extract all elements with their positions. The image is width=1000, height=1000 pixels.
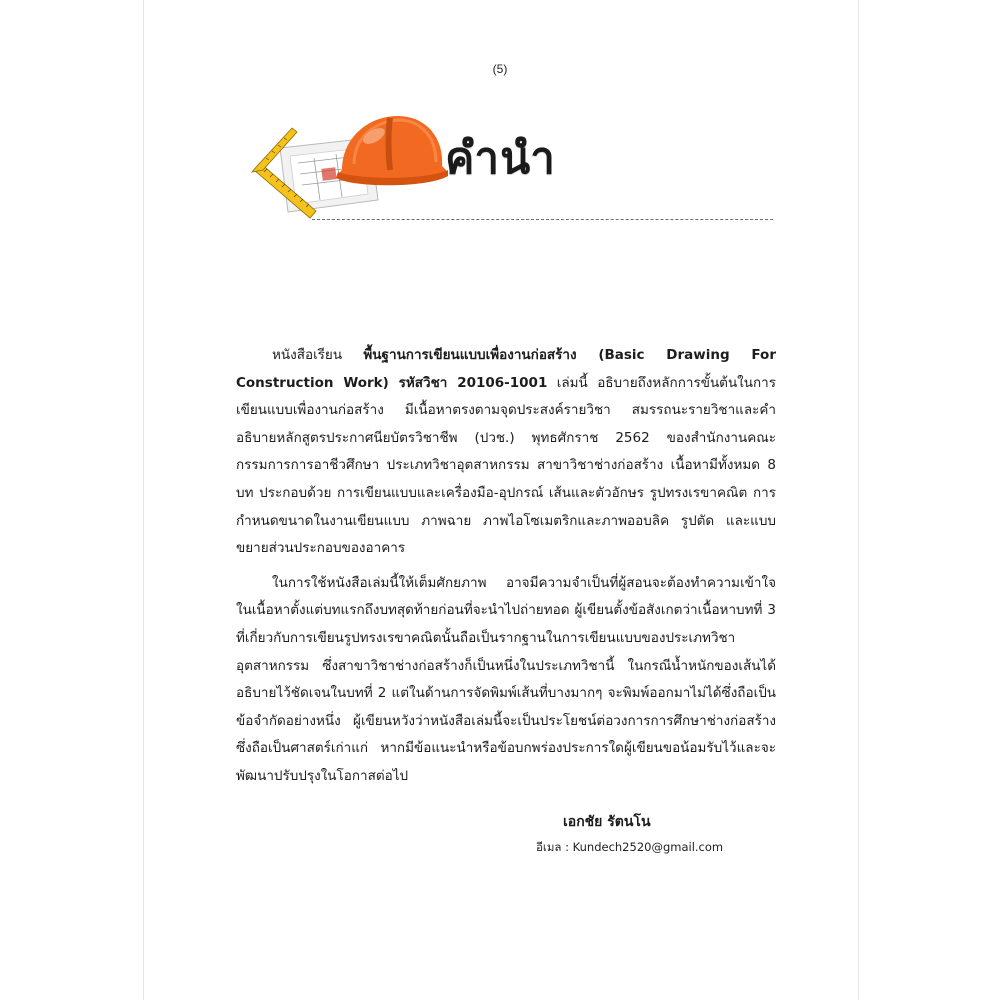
header-illustration xyxy=(250,108,450,233)
foreword-body xyxy=(236,342,776,791)
page-number: (5) xyxy=(492,62,508,76)
hardhat-icon xyxy=(336,116,448,185)
paragraph-1-lead: หนังสือเรียน xyxy=(272,347,364,363)
page-title: คำนำ xyxy=(445,133,556,184)
author-email: อีเมล : Kundech2520@gmail.com xyxy=(536,840,724,854)
book-title: พื้นฐานการเขียนแบบเพื่องานก่อสร้าง (Basic Drawing For Construction Work) รหัสวิชา 20106-1001 xyxy=(236,347,776,391)
paragraph-1-rest: เล่มนี้ อธิบายถึงหลักการขั้นต้นในการเขียนแบบเพื่องานก่อสร้าง มีเนื้อหาตรงตามจุดประสงค์รายวิชา สมรรถนะรายวิชาและคำอธิบายหลักสูตรประกาศนียบัตรวิชาชีพ (ปวช.) พุทธศักราช 2562 ของสำนักงานคณะกรรมการการอาชีวศึกษา ประเภทวิชาอุตสาหกรรม สาขาวิชาช่างก่อสร้าง เนื้อหามีทั้งหมด 8 บท ประกอบด้วย การเขียนแบบและเครื่องมือ-อุปกรณ์ เส้นและตัวอักษร รูปทรงเรขาคณิต การกำหนดขนาดในงานเขียนแบบ ภาพฉาย ภาพไอโซเมตริกและภาพออบลิค รูปตัด และแบบขยายส่วนประกอบของอาคาร xyxy=(236,374,776,557)
title-divider xyxy=(312,219,773,220)
author-name: เอกชัย รัตนโน xyxy=(563,814,651,830)
paragraph-1 xyxy=(236,342,776,563)
paragraph-2 xyxy=(236,570,776,791)
paragraph-2-text: ในการใช้หนังสือเล่มนี้ให้เต็มศักยภาพ อาจมีความจำเป็นที่ผู้สอนจะต้องทำความเข้าใจในเนื้อหาตั้งแต่บทแรกถึงบทสุดท้ายก่อนที่จะนำไปถ่ายทอด ผู้เขียนตั้งข้อสังเกตว่าเนื้อหาบทที่ 3 ที่เกี่ยวกับการเขียนรูปทรงเรขาคณิตนั้นถือเป็นรากฐานในการเขียนแบบของประเภทวิชาอุตสาหกรรม ซึ่งสาขาวิชาช่างก่อสร้างก็เป็นหนึ่งในประเภทวิชานี้ ในกรณีน้ำหนักของเส้นได้อธิบายไว้ชัดเจนในบทที่ 2 แต่ในด้านการจัดพิมพ์เส้นที่บางมากๆ จะพิมพ์ออกมาไม่ได้ซึ่งถือเป็นข้อจำกัดอย่างหนึ่ง ผู้เขียนหวังว่าหนังสือเล่มนี้จะเป็นประโยชน์ต่อวงการการศึกษาช่างก่อสร้างซึ่งถือเป็นศาสตร์เก่าแก่ หากมีข้อแนะนำหรือข้อบกพร่องประการใดผู้เขียนขอน้อมรับไว้และจะพัฒนาปรับปรุงในโอกาสต่อไป xyxy=(236,574,776,784)
